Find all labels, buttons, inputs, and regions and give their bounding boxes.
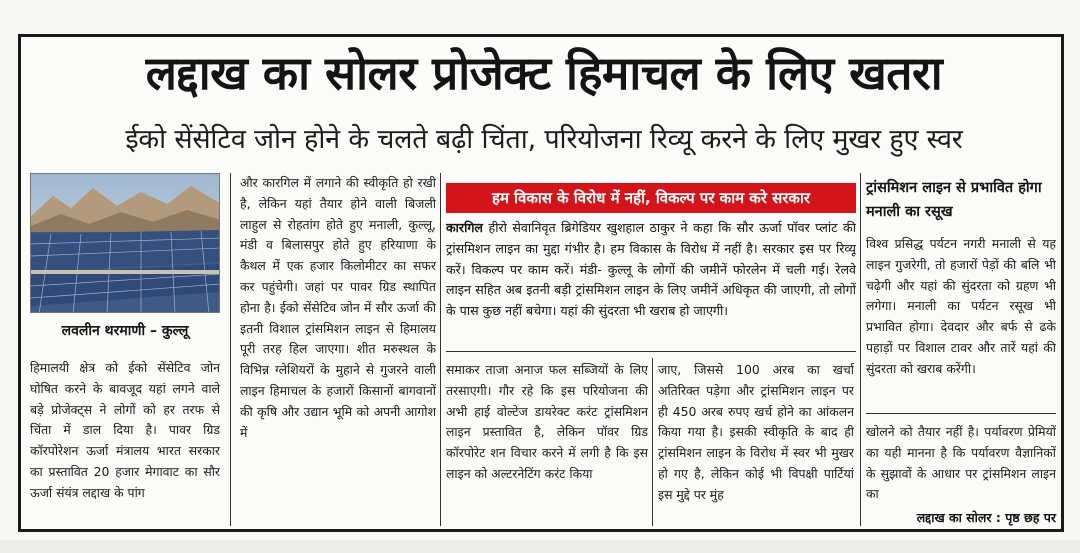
- article-paragraph: जाए, जिससे 100 अरब का खर्चा अतिरिक्त पड़ेगा और ट्रांसमिशन लाइन पर ही 450 अरब रुपए खर्च होने का आंकलन किया गया है। इसकी स्वीकृति के बाद ही ट्रांसमिशन लाइन के विरोध में स्वर भी मुखर हो गए है, लेकिन कोई भी विपक्षी पार्टियां इस मुद्दे पर मुंह: [658, 362, 854, 502]
- sidebar-heading: ट्रांसमिशन लाइन से प्रभावित होगा मनाली का रसूख: [866, 180, 1042, 220]
- quote-banner: हम विकास के विरोध में नहीं, विकल्प पर काम करे सरकार: [446, 183, 856, 213]
- subheadline: ईको सेंसेटिव जोन होने के चलते बढ़ी चिंता, परियोजना रिव्यू करने के लिए मुखर हुए स्वर: [125, 124, 963, 155]
- continued-on-page: लद्दाख का सोलर : पृष्ठ छह पर: [916, 510, 1056, 525]
- solar-panels-image: [31, 174, 220, 313]
- box-divider: [446, 351, 856, 352]
- solar-farm-photo: [30, 173, 220, 313]
- article-paragraph: और कारगिल में लगाने की स्वीकृति हो रखी है, लेकिन यहां तैयार होने वाली बिजली लाहुल से रोहतांग होते हुए मनाली, कुल्लू, मंडी व बिलासपुर होते हुए हरियाणा के कैथल में एक हजार किलोमीटर का सफर कर पहुंचेगी। जहां पर पावर ग्रिड स्थापित होना है। ईको सेंसेटिव जोन में सौर ऊर्जा की इतनी विशाल ट्रांसमिशन लाइन से हिमालय पूरी तरह हिल जाएगा। शीत मरुस्थल के विभिन्न ग्लेशियरों के मुहाने से गुजरने वाली लाइन हिमाचल के हजारों किसानों बागवानों की कृषि और उद्यान भूमि को अपनी आगोश में: [240, 175, 436, 440]
- column-divider: [440, 173, 441, 526]
- article-column-2: [240, 173, 436, 526]
- quote-box-lead: कारगिल: [446, 220, 483, 235]
- article-column-4: [658, 360, 854, 526]
- column-divider: [230, 173, 231, 526]
- quote-box-body: हीरो सेवानिवृत ब्रिगेडियर खुशहाल ठाकुर ने कहा कि सौर ऊर्जा पॉवर प्लांट की ट्रांसमिशन लाइन का मुद्दा गंभीर है। हम विकास के विरोध में नहीं है। सरकार इस पर रिव्यू करें। विकल्प पर काम करें। मंडी- कुल्लू के लोगों की जमीनें फोरलेन में चली गई। रेलवे लाइन सहित अब इतनी बड़ी ट्रांसमिशन लाइन के लिए जमीनें अधिकृत की जाएगी, तो लोगों के पास कुछ नहीं बचेगा। यहां की सुंदरता भी खराब हो जाएगी।: [446, 220, 856, 319]
- column-divider: [652, 358, 653, 526]
- photo-caption: लवलीन थरमाणी – कुल्लू: [61, 323, 189, 339]
- article-column-1: [30, 358, 220, 526]
- page-title: लद्दाख का सोलर प्रोजेक्ट हिमाचल के लिए खतरा: [145, 46, 943, 100]
- sidebar-text: [866, 234, 1056, 406]
- column-divider: [860, 173, 861, 526]
- article-paragraph: हिमालयी क्षेत्र को ईको सेंसेटिव जोन घोषित करने के बावजूद यहां लगने वाले बड़े प्रोजेक्ट्स ने लोगों को हर तरफ से चिंता में डाल दिया है। पावर ग्रिड कॉरपोरेशन ऊर्जा मंत्रालय भारत सरकार का प्रस्तावित 20 हजार मेगावाट का सौर ऊर्जा संयंत्र लद्दाख के पांग: [30, 360, 220, 500]
- article-column-5: [866, 422, 1056, 506]
- article-column-3: [446, 360, 648, 526]
- quote-box-text: [446, 218, 856, 346]
- next-page-edge: [0, 540, 1080, 553]
- box-divider: [866, 413, 1056, 414]
- article-paragraph: विश्व प्रसिद्ध पर्यटन नगरी मनाली से यह लाइन गुजरेगी, तो हजारों पेड़ों की बलि भी चढ़ेगी और यहां की सुंदरता को ग्रहण भी लगेगा। मनाली का पर्यटन रसूख भी प्रभावित होगा। देवदार और बर्फ से ढके पहाड़ों पर विशाल टावर और तारें यहां की सुंदरता को खराब करेंगी।: [866, 236, 1056, 376]
- article-paragraph: समाकर ताजा अनाज फल सब्जियों के लिए तरसाएगी। गौर रहे कि इस परियोजना की अभी हाई वोल्टेज डायरेक्ट करंट ट्रांसमिशन लाइन प्रस्तावित है, लेकिन पॉवर ग्रिड कॉरपोरेट शन विचार करने में लगी है कि इस लाइन को अल्टरनेटिंग करंट किया: [446, 362, 648, 481]
- article-paragraph: खोलने को तैयार नहीं है। पर्यावरण प्रेमियों का यही मानना है कि पर्यावरण वैज्ञानिकों के सुझावों के आधार पर ट्रांसमिशन लाइन का: [866, 424, 1056, 502]
